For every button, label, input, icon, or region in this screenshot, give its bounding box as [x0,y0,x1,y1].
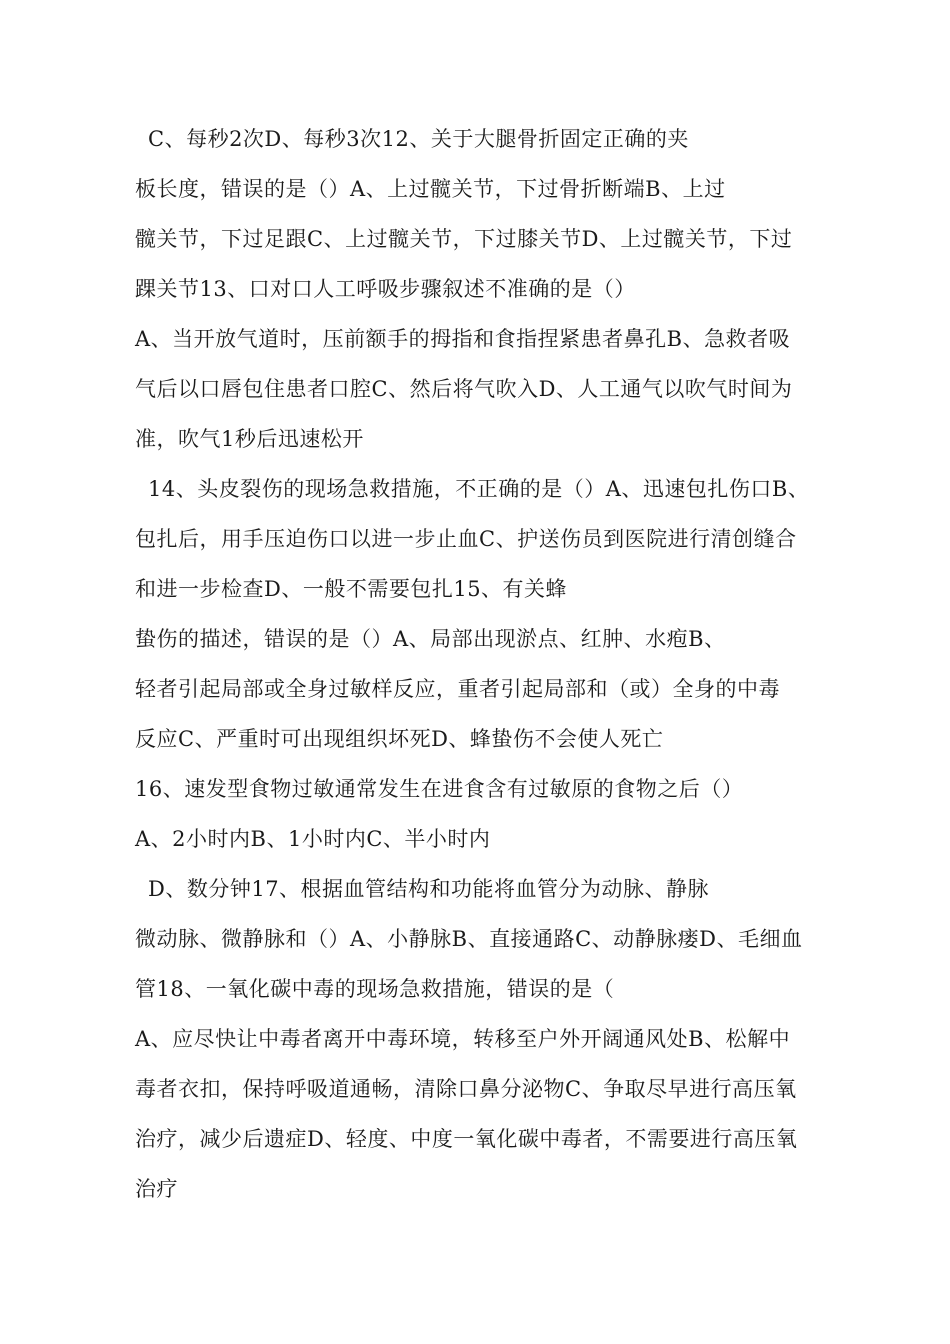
text-line: 髋关节，下过足跟C、上过髋关节，下过膝关节D、上过髋关节，下过 [135,227,793,251]
text-line: 板长度，错误的是（）A、上过髋关节，下过骨折断端B、上过 [135,177,726,201]
text-line: 治疗，减少后遗症D、轻度、中度一氧化碳中毒者，不需要进行高压氧 [135,1127,798,1151]
text-line: C、每秒2次D、每秒3次12、关于大腿骨折固定正确的夹 [148,127,689,151]
text-line: D、数分钟17、根据血管结构和功能将血管分为动脉、静脉 [148,877,710,901]
text-line: 包扎后，用手压迫伤口以进一步止血C、护送伤员到医院进行清创缝合 [135,527,797,551]
text-line: 准，吹气1秒后迅速松开 [135,427,364,451]
text-line: A、应尽快让中毒者离开中毒环境，转移至户外开阔通风处B、松解中 [135,1027,791,1051]
text-line: 和进一步检查D、一般不需要包扎15、有关蜂 [135,577,568,601]
text-line: 毒者衣扣，保持呼吸道通畅，清除口鼻分泌物C、争取尽早进行高压氧 [135,1077,797,1101]
text-line: A、当开放气道时，压前额手的拇指和食指捏紧患者鼻孔B、急救者吸 [135,327,791,351]
text-line: 反应C、严重时可出现组织坏死D、蜂蛰伤不会使人死亡 [135,727,664,751]
text-line: 踝关节13、口对口人工呼吸步骤叙述不准确的是（） [135,277,636,301]
text-line: 16、速发型食物过敏通常发生在进食含有过敏原的食物之后（） [135,777,744,801]
text-line: 蛰伤的描述，错误的是（）A、局部出现淤点、红肿、水疱B、 [135,627,726,651]
text-line: 治疗 [135,1177,178,1201]
text-line: 微动脉、微静脉和（）A、小静脉B、直接通路C、动静脉瘘D、毛细血 [135,927,803,951]
text-line: A、2小时内B、1小时内C、半小时内 [135,827,491,851]
text-line: 14、头皮裂伤的现场急救措施，不正确的是（）A、迅速包扎伤口B、 [148,477,810,501]
text-line: 轻者引起局部或全身过敏样反应，重者引起局部和（或）全身的中毒 [135,677,780,701]
text-line: 气后以口唇包住患者口腔C、然后将气吹入D、人工通气以吹气时间为 [135,377,793,401]
text-line: 管18、一氧化碳中毒的现场急救措施，错误的是（ [135,977,615,1001]
